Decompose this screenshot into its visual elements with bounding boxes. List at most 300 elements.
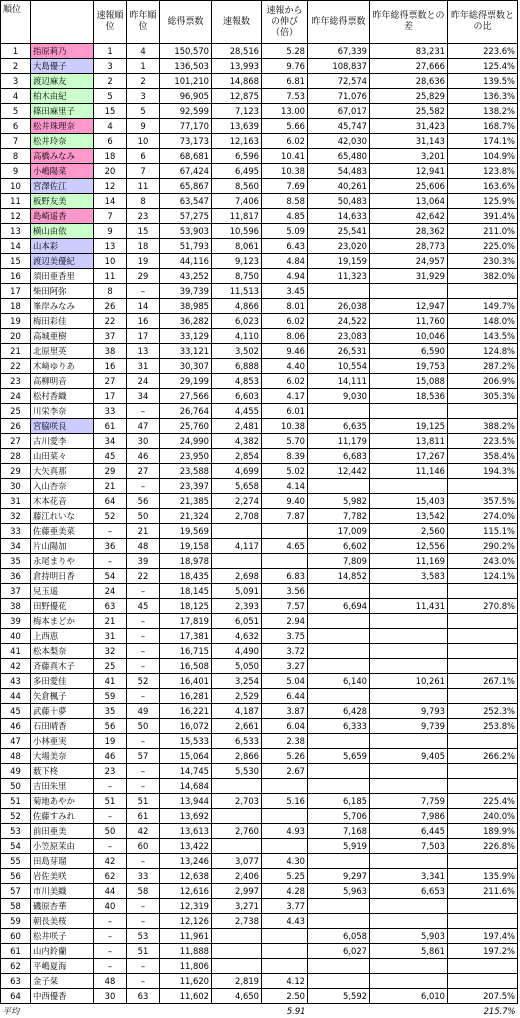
cell-vote-diff: 12,941 — [370, 164, 448, 179]
cell-prelim-rank: – — [94, 959, 127, 974]
table-row — [1, 674, 518, 689]
cell-total-votes: 18,145 — [160, 584, 212, 599]
cell-prelim-votes: 5,658 — [212, 479, 262, 494]
table-row — [1, 479, 518, 494]
cell-vote-ratio — [448, 284, 518, 299]
cell-vote-diff: 28,636 — [370, 74, 448, 89]
cell-rank: 6 — [1, 119, 31, 134]
cell-total-votes: 11,961 — [160, 929, 212, 944]
cell-growth: 9.40 — [262, 494, 308, 509]
cell-rank: 19 — [1, 314, 31, 329]
cell-last-year-rank: 17 — [127, 329, 160, 344]
cell-prelim-votes: 2,760 — [212, 824, 262, 839]
average-row — [1, 1004, 518, 1018]
cell-total-votes: 18,978 — [160, 554, 212, 569]
cell-rank: 21 — [1, 344, 31, 359]
cell-member-name: 渡辺美優紀 — [31, 254, 94, 269]
cell-total-votes: 53,903 — [160, 224, 212, 239]
cell-last-year-votes: 14,633 — [308, 209, 370, 224]
cell-prelim-votes: 6,888 — [212, 359, 262, 374]
header-name — [31, 1, 94, 44]
cell-vote-diff: 6,010 — [370, 989, 448, 1004]
cell-member-name: 柴田阿弥 — [31, 284, 94, 299]
cell-last-year-votes: 9,297 — [308, 869, 370, 884]
cell-total-votes: 23,950 — [160, 449, 212, 464]
cell-vote-ratio: 125.9% — [448, 194, 518, 209]
cell-prelim-votes: 4,382 — [212, 434, 262, 449]
table-row — [1, 539, 518, 554]
cell-vote-diff: 6,653 — [370, 884, 448, 899]
cell-vote-ratio: 135.9% — [448, 869, 518, 884]
cell-last-year-votes: 25,541 — [308, 224, 370, 239]
cell-last-year-rank: – — [127, 584, 160, 599]
cell-last-year-votes: 71,076 — [308, 89, 370, 104]
cell-rank: 64 — [1, 989, 31, 1004]
table-row — [1, 59, 518, 74]
cell-vote-ratio: 197.4% — [448, 929, 518, 944]
cell-vote-ratio: 382.0% — [448, 269, 518, 284]
cell-vote-diff — [370, 854, 448, 869]
cell-vote-ratio — [448, 854, 518, 869]
cell-rank: 20 — [1, 329, 31, 344]
cell-prelim-votes: 2,481 — [212, 419, 262, 434]
cell-prelim-votes: 2,854 — [212, 449, 262, 464]
table-row — [1, 284, 518, 299]
table-row — [1, 809, 518, 824]
cell-rank: 55 — [1, 854, 31, 869]
cell-rank: 58 — [1, 899, 31, 914]
cell-vote-ratio: 207.5% — [448, 989, 518, 1004]
cell-prelim-votes — [212, 929, 262, 944]
cell-last-year-rank: 57 — [127, 749, 160, 764]
cell-last-year-votes: 19,159 — [308, 254, 370, 269]
cell-total-votes: 63,547 — [160, 194, 212, 209]
cell-member-name: 菊地あやか — [31, 794, 94, 809]
cell-growth: 4.30 — [262, 854, 308, 869]
cell-prelim-rank: 16 — [94, 359, 127, 374]
cell-growth: 7.53 — [262, 89, 308, 104]
cell-vote-diff — [370, 629, 448, 644]
cell-last-year-rank: 49 — [127, 704, 160, 719]
cell-last-year-rank: – — [127, 764, 160, 779]
cell-prelim-votes — [212, 524, 262, 539]
cell-prelim-rank: 40 — [94, 899, 127, 914]
cell-member-name: 大矢真那 — [31, 464, 94, 479]
cell-member-name: 指原莉乃 — [31, 44, 94, 59]
cell-rank: 50 — [1, 779, 31, 794]
cell-vote-diff: 15,403 — [370, 494, 448, 509]
cell-last-year-votes — [308, 689, 370, 704]
cell-growth: 8.58 — [262, 194, 308, 209]
cell-prelim-rank: 9 — [94, 224, 127, 239]
cell-growth: 5.66 — [262, 119, 308, 134]
cell-rank: 40 — [1, 629, 31, 644]
cell-total-votes: 92,599 — [160, 104, 212, 119]
cell-vote-diff: 13,542 — [370, 509, 448, 524]
cell-member-name: 小笠原茉由 — [31, 839, 94, 854]
cell-last-year-votes — [308, 779, 370, 794]
table-row — [1, 494, 518, 509]
cell-vote-ratio — [448, 644, 518, 659]
cell-vote-ratio — [448, 734, 518, 749]
cell-vote-diff: 6,445 — [370, 824, 448, 839]
cell-total-votes: 13,422 — [160, 839, 212, 854]
cell-member-name: 田野優花 — [31, 599, 94, 614]
cell-last-year-votes: 5,706 — [308, 809, 370, 824]
cell-prelim-rank: 13 — [94, 239, 127, 254]
cell-prelim-votes: 4,866 — [212, 299, 262, 314]
cell-prelim-votes: 4,117 — [212, 539, 262, 554]
cell-last-year-rank: 58 — [127, 884, 160, 899]
cell-rank: 17 — [1, 284, 31, 299]
cell-vote-ratio: 163.6% — [448, 179, 518, 194]
cell-prelim-rank: 1 — [94, 44, 127, 59]
cell-vote-diff — [370, 764, 448, 779]
cell-total-votes: 101,210 — [160, 74, 212, 89]
cell-growth: 4.94 — [262, 269, 308, 284]
cell-last-year-rank: – — [127, 659, 160, 674]
cell-total-votes: 24,990 — [160, 434, 212, 449]
cell-prelim-rank: – — [94, 524, 127, 539]
cell-vote-diff — [370, 959, 448, 974]
cell-total-votes: 12,616 — [160, 884, 212, 899]
cell-prelim-votes: 4,110 — [212, 329, 262, 344]
header-rank: 順位 — [1, 1, 31, 44]
cell-prelim-votes: 2,393 — [212, 599, 262, 614]
cell-prelim-votes: 6,596 — [212, 149, 262, 164]
cell-vote-diff: 7,986 — [370, 809, 448, 824]
cell-vote-diff: 12,947 — [370, 299, 448, 314]
cell-vote-diff: 3,341 — [370, 869, 448, 884]
cell-last-year-rank: 5 — [127, 104, 160, 119]
table-row — [1, 389, 518, 404]
cell-rank: 63 — [1, 974, 31, 989]
cell-total-votes: 39,739 — [160, 284, 212, 299]
cell-prelim-votes: 3,077 — [212, 854, 262, 869]
cell-prelim-rank: 44 — [94, 884, 127, 899]
cell-vote-diff — [370, 914, 448, 929]
cell-last-year-rank: – — [127, 629, 160, 644]
cell-prelim-votes: 2,708 — [212, 509, 262, 524]
cell-total-votes: 150,570 — [160, 44, 212, 59]
table-row — [1, 899, 518, 914]
cell-prelim-votes: 6,533 — [212, 734, 262, 749]
cell-vote-ratio — [448, 974, 518, 989]
cell-total-votes: 25,760 — [160, 419, 212, 434]
cell-vote-ratio: 189.9% — [448, 824, 518, 839]
cell-prelim-rank: 52 — [94, 509, 127, 524]
table-row — [1, 434, 518, 449]
cell-member-name: 山本彩 — [31, 239, 94, 254]
cell-last-year-rank: 60 — [127, 839, 160, 854]
cell-member-name: 薮下柊 — [31, 764, 94, 779]
cell-prelim-votes: 11,513 — [212, 284, 262, 299]
table-row — [1, 734, 518, 749]
cell-last-year-votes: 14,111 — [308, 374, 370, 389]
table-row — [1, 194, 518, 209]
cell-vote-ratio — [448, 479, 518, 494]
cell-prelim-rank: 63 — [94, 599, 127, 614]
cell-last-year-votes: 6,602 — [308, 539, 370, 554]
cell-last-year-votes: 5,919 — [308, 839, 370, 854]
cell-vote-diff — [370, 479, 448, 494]
cell-rank: 33 — [1, 524, 31, 539]
cell-prelim-rank: 6 — [94, 134, 127, 149]
cell-vote-diff: 11,169 — [370, 554, 448, 569]
cell-rank: 39 — [1, 614, 31, 629]
cell-total-votes: 14,684 — [160, 779, 212, 794]
cell-vote-diff: 5,903 — [370, 929, 448, 944]
cell-total-votes: 14,745 — [160, 764, 212, 779]
cell-growth: 3.75 — [262, 629, 308, 644]
cell-member-name: 古川愛李 — [31, 434, 94, 449]
cell-vote-diff: 17,267 — [370, 449, 448, 464]
cell-growth: 4.28 — [262, 884, 308, 899]
cell-prelim-rank: 17 — [94, 389, 127, 404]
cell-total-votes: 65,867 — [160, 179, 212, 194]
cell-rank: 36 — [1, 569, 31, 584]
cell-last-year-votes: 6,140 — [308, 674, 370, 689]
cell-growth: 6.02 — [262, 374, 308, 389]
cell-prelim-rank: 61 — [94, 419, 127, 434]
cell-prelim-votes: 8,750 — [212, 269, 262, 284]
cell-rank: 24 — [1, 389, 31, 404]
cell-vote-diff: 25,606 — [370, 179, 448, 194]
table-row — [1, 404, 518, 419]
cell-prelim-rank: 4 — [94, 119, 127, 134]
cell-growth: 6.43 — [262, 239, 308, 254]
cell-last-year-votes — [308, 479, 370, 494]
cell-vote-diff: 11,431 — [370, 599, 448, 614]
cell-total-votes: 16,072 — [160, 719, 212, 734]
cell-rank: 23 — [1, 374, 31, 389]
cell-prelim-rank: 34 — [94, 434, 127, 449]
cell-growth: 7.57 — [262, 599, 308, 614]
cell-member-name: 前田亜美 — [31, 824, 94, 839]
cell-vote-diff: 7,759 — [370, 794, 448, 809]
table-row — [1, 524, 518, 539]
cell-vote-ratio: 223.6% — [448, 44, 518, 59]
cell-prelim-votes: 13,993 — [212, 59, 262, 74]
cell-vote-ratio: 149.7% — [448, 299, 518, 314]
cell-last-year-votes — [308, 899, 370, 914]
cell-rank: 4 — [1, 89, 31, 104]
cell-last-year-votes: 5,982 — [308, 494, 370, 509]
cell-total-votes: 23,588 — [160, 464, 212, 479]
cell-last-year-rank: – — [127, 614, 160, 629]
cell-member-name: 中西優香 — [31, 989, 94, 1004]
table-row — [1, 704, 518, 719]
table-row — [1, 824, 518, 839]
cell-last-year-votes: 108,837 — [308, 59, 370, 74]
cell-prelim-votes: 13,639 — [212, 119, 262, 134]
cell-rank: 11 — [1, 194, 31, 209]
cell-member-name: 松井玲奈 — [31, 134, 94, 149]
cell-vote-diff: 12,556 — [370, 539, 448, 554]
cell-vote-diff: 2,560 — [370, 524, 448, 539]
cell-last-year-rank: 9 — [127, 119, 160, 134]
cell-vote-ratio: 124.8% — [448, 344, 518, 359]
cell-last-year-votes: 6,027 — [308, 944, 370, 959]
cell-vote-ratio: 168.7% — [448, 119, 518, 134]
cell-total-votes: 11,806 — [160, 959, 212, 974]
cell-prelim-votes: 12,875 — [212, 89, 262, 104]
cell-vote-ratio: 266.2% — [448, 749, 518, 764]
cell-last-year-rank: 53 — [127, 929, 160, 944]
cell-vote-diff — [370, 584, 448, 599]
table-row — [1, 104, 518, 119]
cell-rank: 26 — [1, 419, 31, 434]
cell-member-name: 宮澤佐江 — [31, 179, 94, 194]
cell-rank: 30 — [1, 479, 31, 494]
cell-vote-ratio: 240.0% — [448, 809, 518, 824]
table-row — [1, 884, 518, 899]
cell-vote-diff: 5,861 — [370, 944, 448, 959]
cell-prelim-votes: 5,050 — [212, 659, 262, 674]
cell-prelim-rank: 8 — [94, 284, 127, 299]
cell-vote-ratio: 305.3% — [448, 389, 518, 404]
cell-vote-diff — [370, 899, 448, 914]
cell-rank: 38 — [1, 599, 31, 614]
cell-last-year-rank: 14 — [127, 299, 160, 314]
cell-total-votes: 11,620 — [160, 974, 212, 989]
cell-vote-ratio: 197.2% — [448, 944, 518, 959]
cell-total-votes: 51,793 — [160, 239, 212, 254]
cell-member-name: 小嶋陽菜 — [31, 164, 94, 179]
cell-prelim-votes: 3,271 — [212, 899, 262, 914]
table-row — [1, 254, 518, 269]
cell-vote-diff: 13,064 — [370, 194, 448, 209]
cell-last-year-votes: 6,058 — [308, 929, 370, 944]
cell-rank: 59 — [1, 914, 31, 929]
cell-total-votes: 43,252 — [160, 269, 212, 284]
cell-member-name: 高柳明音 — [31, 374, 94, 389]
cell-total-votes: 44,116 — [160, 254, 212, 269]
table-row — [1, 794, 518, 809]
cell-member-name: 峯岸みなみ — [31, 299, 94, 314]
cell-prelim-votes: 9,123 — [212, 254, 262, 269]
cell-vote-ratio: 252.3% — [448, 704, 518, 719]
cell-last-year-rank: 61 — [127, 809, 160, 824]
cell-last-year-votes: 17,009 — [308, 524, 370, 539]
cell-prelim-rank: 54 — [94, 569, 127, 584]
cell-total-votes: 15,064 — [160, 749, 212, 764]
cell-last-year-votes — [308, 584, 370, 599]
cell-member-name: 島崎遥香 — [31, 209, 94, 224]
cell-prelim-votes: 2,274 — [212, 494, 262, 509]
table-row — [1, 629, 518, 644]
cell-member-name: 松井咲子 — [31, 929, 94, 944]
cell-member-name: 松村香織 — [31, 389, 94, 404]
cell-total-votes: 11,602 — [160, 989, 212, 1004]
cell-last-year-rank: 45 — [127, 599, 160, 614]
cell-vote-diff: 28,362 — [370, 224, 448, 239]
cell-prelim-rank: 10 — [94, 254, 127, 269]
cell-rank: 28 — [1, 449, 31, 464]
cell-rank: 8 — [1, 149, 31, 164]
cell-rank: 13 — [1, 224, 31, 239]
cell-total-votes: 38,985 — [160, 299, 212, 314]
table-row — [1, 914, 518, 929]
cell-last-year-rank: 63 — [127, 989, 160, 1004]
cell-growth: 3.45 — [262, 284, 308, 299]
cell-vote-diff — [370, 734, 448, 749]
cell-member-name: 武藤十夢 — [31, 704, 94, 719]
cell-vote-ratio: 125.4% — [448, 59, 518, 74]
cell-rank: 35 — [1, 554, 31, 569]
cell-growth: 4.40 — [262, 359, 308, 374]
cell-prelim-votes: 2,529 — [212, 689, 262, 704]
cell-last-year-votes — [308, 974, 370, 989]
cell-prelim-rank: 35 — [94, 704, 127, 719]
cell-prelim-rank: 50 — [94, 824, 127, 839]
table-row — [1, 149, 518, 164]
cell-total-votes: 67,424 — [160, 164, 212, 179]
cell-total-votes: 21,385 — [160, 494, 212, 509]
cell-vote-diff: 25,829 — [370, 89, 448, 104]
cell-growth: 6.02 — [262, 134, 308, 149]
cell-last-year-votes: 5,659 — [308, 749, 370, 764]
table-row — [1, 239, 518, 254]
cell-vote-diff: 27,666 — [370, 59, 448, 74]
cell-vote-diff — [370, 404, 448, 419]
cell-prelim-rank: 45 — [94, 449, 127, 464]
header-growth: 速報からの伸び（倍） — [262, 1, 308, 44]
cell-member-name: 朝長美桜 — [31, 914, 94, 929]
cell-last-year-rank: 1 — [127, 59, 160, 74]
cell-last-year-rank: 18 — [127, 239, 160, 254]
table-row — [1, 614, 518, 629]
cell-member-name: 金子栞 — [31, 974, 94, 989]
cell-prelim-rank: 31 — [94, 629, 127, 644]
average-blank — [160, 1004, 212, 1018]
cell-vote-ratio: 391.4% — [448, 209, 518, 224]
cell-total-votes: 13,613 — [160, 824, 212, 839]
cell-vote-diff: 42,642 — [370, 209, 448, 224]
cell-vote-diff: 9,739 — [370, 719, 448, 734]
cell-growth: 10.41 — [262, 149, 308, 164]
table-row — [1, 374, 518, 389]
cell-total-votes: 13,246 — [160, 854, 212, 869]
cell-prelim-rank: 59 — [94, 689, 127, 704]
table-row — [1, 179, 518, 194]
table-row — [1, 89, 518, 104]
cell-vote-ratio — [448, 899, 518, 914]
cell-total-votes: 16,508 — [160, 659, 212, 674]
cell-member-name: 木本花音 — [31, 494, 94, 509]
cell-growth: 2.94 — [262, 614, 308, 629]
table-row — [1, 359, 518, 374]
table-row — [1, 419, 518, 434]
average-blank — [370, 1004, 448, 1018]
cell-growth: 5.02 — [262, 464, 308, 479]
cell-rank: 18 — [1, 299, 31, 314]
cell-vote-ratio: 290.2% — [448, 539, 518, 554]
cell-vote-diff: 3,201 — [370, 149, 448, 164]
cell-last-year-votes — [308, 914, 370, 929]
cell-prelim-votes: 6,603 — [212, 389, 262, 404]
cell-rank: 34 — [1, 539, 31, 554]
cell-vote-ratio: 225.0% — [448, 239, 518, 254]
cell-vote-diff: 3,583 — [370, 569, 448, 584]
cell-growth: 5.26 — [262, 749, 308, 764]
cell-prelim-votes — [212, 779, 262, 794]
cell-total-votes: 17,381 — [160, 629, 212, 644]
cell-last-year-votes — [308, 854, 370, 869]
average-blank — [94, 1004, 127, 1018]
cell-total-votes: 33,129 — [160, 329, 212, 344]
cell-prelim-rank: 62 — [94, 869, 127, 884]
